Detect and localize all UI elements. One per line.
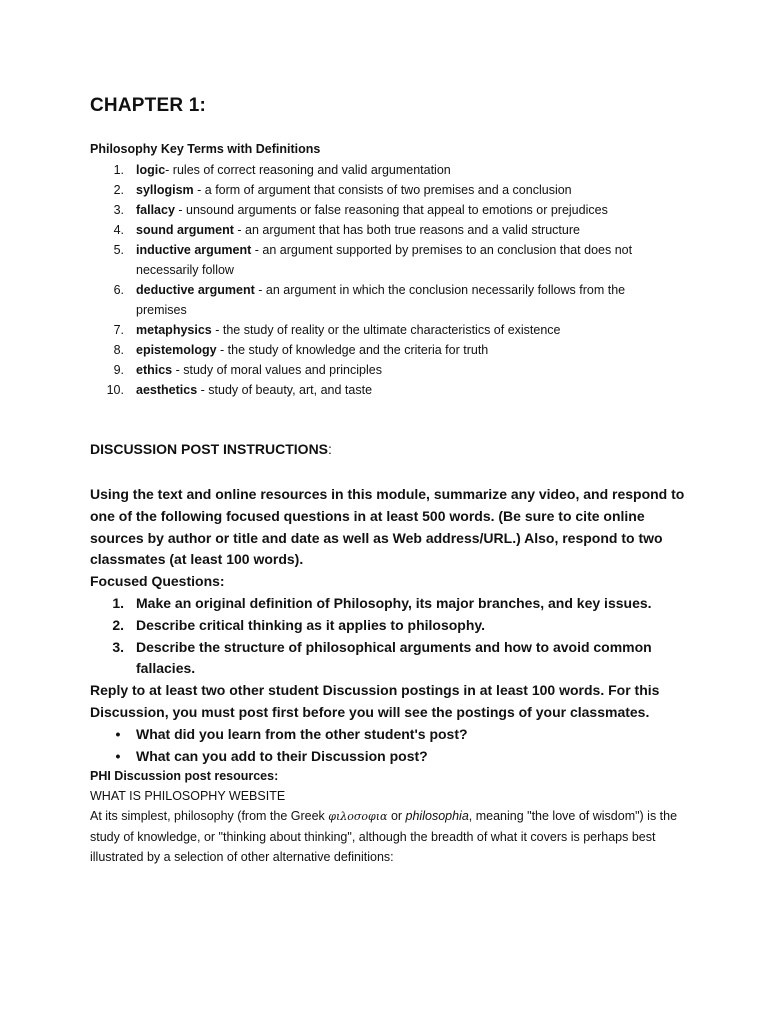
paragraph-text: At its simplest, philosophy (from the Greek	[90, 809, 329, 823]
list-number: 6.	[113, 283, 124, 297]
philosophy-paragraph	[90, 806, 686, 867]
list-item	[90, 320, 650, 340]
list-item	[90, 160, 650, 180]
list-item	[90, 180, 650, 200]
list-number: 4.	[113, 223, 124, 237]
term: inductive argument	[136, 243, 252, 257]
definition: - study of beauty, art, and taste	[197, 383, 373, 397]
list-number: 7.	[113, 323, 124, 337]
list-number: 3.	[113, 203, 124, 217]
list-number: 10.	[106, 383, 124, 397]
term: metaphysics	[136, 323, 212, 337]
list-item	[90, 637, 686, 681]
list-number: 5.	[113, 243, 124, 257]
definition: - rules of correct reasoning and valid argumentation	[165, 163, 451, 177]
definition: - an argument supported by premises to an conclusion that does not necessarily follow	[136, 243, 633, 277]
bullet-icon: •	[115, 747, 121, 764]
list-item	[90, 200, 650, 220]
website-title: WHAT IS PHILOSOPHY WEBSITE	[90, 789, 286, 803]
list-number: 3.	[112, 638, 124, 655]
list-number: 1.	[112, 594, 124, 611]
resources-section	[90, 766, 686, 867]
definition: - an argument in which the conclusion necessarily follows from the premises	[136, 283, 626, 317]
list-item	[90, 593, 686, 615]
definition: - the study of reality or the ultimate characteristics of existence	[211, 323, 561, 337]
discussion-heading-colon: :	[328, 441, 332, 457]
term: sound argument	[136, 223, 234, 237]
list-number: 1.	[113, 163, 124, 177]
bullet-icon: •	[115, 725, 121, 742]
paragraph-text: , meaning "the love of wisdom") is the study of knowledge, or "thinking about thinking", although the breadth of what it covers is perhaps best illustrated by a selection of other alternative definitions:	[90, 809, 678, 864]
discussion-heading	[90, 441, 332, 457]
list-number: 2.	[112, 616, 124, 633]
discussion-intro: Using the text and online resources in this module, summarize any video, and respond to one of the following focused questions in at least 500 words. (Be sure to cite online sources by author or title and date as well as Web address/URL.) Also, respond to two classmates (at least 100 words).	[90, 486, 685, 568]
key-terms-heading: Philosophy Key Terms with Definitions	[90, 142, 321, 156]
discussion-body	[90, 484, 686, 767]
term: fallacy	[136, 203, 175, 217]
greek-word: φιλοσοφια	[328, 810, 388, 823]
list-item	[90, 280, 650, 320]
question-text: Describe critical thinking as it applies to philosophy.	[136, 616, 486, 633]
term: epistemology	[136, 343, 217, 357]
definition: - study of moral values and principles	[172, 363, 382, 377]
term: syllogism	[136, 183, 194, 197]
reply-bullets-list	[90, 724, 686, 768]
list-item	[90, 724, 686, 746]
term: logic	[136, 163, 166, 177]
definition: - a form of argument that consists of two premises and a conclusion	[193, 183, 572, 197]
list-item	[90, 220, 650, 240]
question-text: Make an original definition of Philosophy, its major branches, and key issues.	[136, 594, 652, 611]
bullet-text: What can you add to their Discussion post?	[136, 747, 428, 764]
paragraph-text: or	[387, 809, 406, 823]
list-number: 8.	[113, 343, 124, 357]
term: aesthetics	[136, 383, 198, 397]
list-item	[90, 615, 686, 637]
list-item	[90, 380, 650, 400]
list-item	[90, 746, 686, 768]
term: deductive argument	[136, 283, 255, 297]
definition: - an argument that has both true reasons and a valid structure	[233, 223, 580, 237]
reply-instructions: Reply to at least two other student Discussion postings in at least 100 words. For this Discussion, you must post first before you will see the postings of your classmates.	[90, 682, 660, 720]
resources-heading: PHI Discussion post resources:	[90, 769, 279, 783]
list-number: 9.	[113, 363, 124, 377]
definition: - the study of knowledge and the criteria for truth	[216, 343, 489, 357]
bullet-text: What did you learn from the other student's post?	[136, 725, 468, 742]
latin-word: philosophia	[405, 809, 469, 823]
list-item	[90, 240, 650, 280]
list-number: 2.	[113, 183, 124, 197]
list-item	[90, 340, 650, 360]
question-text: Describe the structure of philosophical arguments and how to avoid common fallacies.	[136, 638, 652, 677]
term: ethics	[136, 363, 173, 377]
focused-questions-label: Focused Questions:	[90, 573, 225, 590]
definition: - unsound arguments or false reasoning that appeal to emotions or prejudices	[174, 203, 608, 217]
focused-questions-list	[90, 593, 686, 680]
key-terms-list	[90, 160, 650, 400]
list-item	[90, 360, 650, 380]
chapter-title: CHAPTER 1:	[90, 95, 207, 116]
discussion-heading-text: DISCUSSION POST INSTRUCTIONS	[90, 441, 329, 457]
